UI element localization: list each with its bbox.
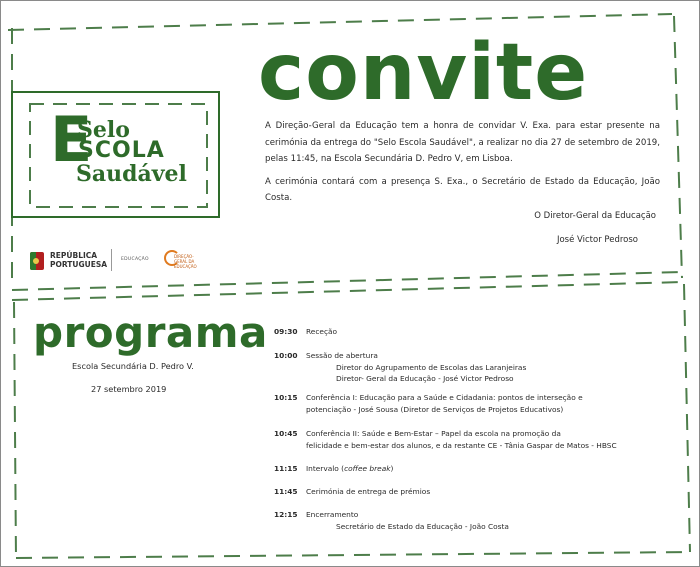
schedule-desc: Conferência II: Saúde e Bem-Estar – Papel da escola na promoção da — [306, 429, 561, 438]
schedule-time: 09:30 — [274, 327, 298, 336]
educacao-label: EDUCAÇÃO — [121, 257, 149, 262]
schedule-item-1045 — [274, 428, 617, 451]
schedule-desc-start: Intervalo ( — [306, 464, 345, 473]
portugal-emblem-icon — [30, 252, 44, 270]
schedule-item-1145 — [274, 486, 430, 498]
schedule-desc: Sessão de abertura — [306, 351, 378, 360]
schedule-sub: Secretário de Estado da Educação - João Costa — [336, 521, 509, 531]
dash-bottom-upper — [12, 282, 684, 300]
schedule-item-1215 — [274, 509, 509, 532]
schedule-time: 10:45 — [274, 429, 298, 438]
logo-word-selo: Selo — [77, 117, 130, 143]
signature-title: O Diretor-Geral da Educação — [534, 211, 656, 221]
signature-name: José Victor Pedroso — [556, 235, 638, 245]
invite-paragraph-2: A cerimónia contará com a presença S. Exa., o Secretário de Estado da Educação, João Costa. — [265, 176, 660, 203]
dge-text: DIREÇÃO-GERAL DA EDUCAÇÃO — [174, 254, 197, 269]
schedule-desc: Receção — [306, 327, 338, 336]
dash-bottom-right — [684, 284, 690, 552]
dash-top-lower — [12, 272, 682, 290]
program-school: Escola Secundária D. Pedro V. — [72, 361, 194, 371]
schedule-sub: Diretor- Geral da Educação - José Victor Pedroso — [336, 374, 514, 383]
republica-text — [50, 251, 107, 269]
selo-escola-saudavel-logo — [44, 103, 194, 193]
schedule-item-1115 — [274, 463, 393, 475]
schedule-item-0930 — [274, 326, 337, 338]
schedule-desc: Encerramento — [306, 510, 359, 519]
schedule-time: 10:00 — [274, 351, 298, 360]
schedule-desc-cont: felicidade e bem-estar dos alunos, e da restante CE - Tânia Gaspar de Matos - HBSC — [306, 440, 617, 450]
logo-separator — [111, 249, 112, 271]
dge-logo — [164, 250, 198, 270]
republica-line-1: REPÚBLICA — [50, 251, 98, 260]
schedule-item-1015 — [274, 392, 583, 415]
schedule-time: 12:15 — [274, 510, 298, 519]
schedule-desc: Conferência I: Educação para a Saúde e Cidadania: pontos de interseção e — [306, 393, 583, 402]
schedule-desc-italic: coffee break — [344, 464, 391, 473]
schedule-time: 11:15 — [274, 464, 298, 473]
schedule-desc: Cerimónia de entrega de prémios — [306, 487, 431, 496]
schedule-time: 11:45 — [274, 487, 298, 496]
schedule-item-1000 — [274, 350, 526, 385]
program-date: 27 setembro 2019 — [91, 384, 167, 394]
dash-bottom-left — [14, 302, 16, 560]
logo-word-escola: SCOLA — [78, 138, 165, 163]
schedule-desc-cont: potenciação - José Sousa (Diretor de Serviços de Projetos Educativos) — [306, 404, 564, 414]
logo-word-saudavel: Saudável — [76, 161, 187, 187]
program-title: programa — [33, 308, 268, 357]
republica-line-2: PORTUGUESA — [50, 260, 108, 269]
schedule-desc-end: ) — [390, 464, 394, 473]
invite-paragraph-1: A Direção-Geral da Educação tem a honra de convidar V. Exa. para estar presente na cerimónia da entrega do "Selo Escola Saudável", a realizar no dia 27 de setembro de 2019, pelas 11:45, na Escola Secundária D. Pedro V, em Lisboa. — [265, 121, 660, 164]
dash-bottom-lower — [16, 552, 690, 558]
invite-body — [265, 118, 660, 213]
schedule-desc — [306, 463, 393, 475]
logo-letter-e: E — [50, 103, 93, 176]
schedule-sub: Diretor do Agrupamento de Escolas das Laranjeiras — [336, 362, 527, 372]
invite-title: convite — [258, 28, 589, 118]
schedule-time: 10:15 — [274, 393, 298, 402]
